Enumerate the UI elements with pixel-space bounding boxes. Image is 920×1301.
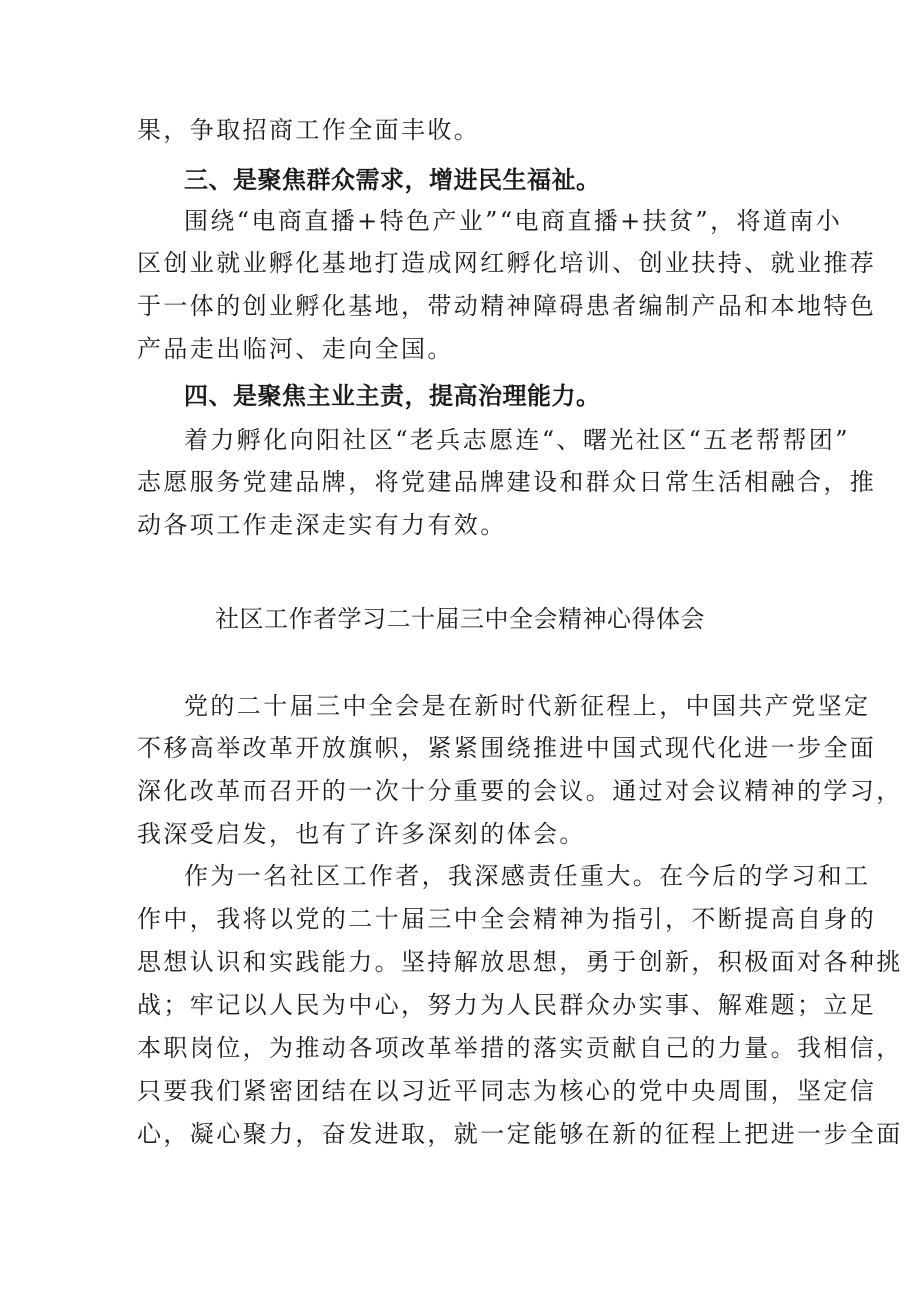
paragraph-line: 产品走出临河、走向全国。 bbox=[137, 335, 454, 363]
paragraph-line: 区创业就业孵化基地打造成网红孵化培训、创业扶持、就业推荐 bbox=[137, 249, 877, 277]
paragraph-line: 动各项工作走深走实有力有效。 bbox=[137, 511, 507, 539]
paragraph-line: 围绕“电商直播+特色产业”“电商直播+扶贫”，将道南小 bbox=[184, 207, 843, 235]
paragraph-line: 战；牢记以人民为中心，努力为人民群众办实事、解难题；立足 bbox=[137, 991, 877, 1019]
paragraph-line: 党的二十届三中全会是在新时代新征程上，中国共产党坚定 bbox=[184, 692, 871, 720]
paragraph-line: 不移高举改革开放旗帜，紧紧围绕推进中国式现代化进一步全面 bbox=[137, 734, 877, 762]
article-title: 社区工作者学习二十届三中全会精神心得体会 bbox=[215, 605, 705, 633]
paragraph-line: 着力孵化向阳社区“老兵志愿连“、曙光社区“五老帮帮团” bbox=[184, 426, 850, 454]
paragraph-line: 深化改革而召开的一次十分重要的会议。通过对会议精神的学习， bbox=[137, 777, 903, 805]
paragraph-line: 我深受启发，也有了许多深刻的体会。 bbox=[137, 820, 586, 848]
section-heading-4: 四、是聚焦主业主责，提高治理能力。 bbox=[184, 382, 601, 410]
paragraph-line: 心，凝心聚力，奋发进取，就一定能够在新的征程上把进一步全面 bbox=[137, 1120, 903, 1148]
paragraph-continuation-line: 果，争取招商工作全面丰收。 bbox=[137, 116, 481, 144]
paragraph-line: 思想认识和实践能力。坚持解放思想，勇于创新，积极面对各种挑 bbox=[137, 948, 903, 976]
paragraph-line: 只要我们紧密团结在以习近平同志为核心的党中央周围，坚定信 bbox=[137, 1077, 877, 1105]
paragraph-line: 作中，我将以党的二十届三中全会精神为指引，不断提高自身的 bbox=[137, 905, 877, 933]
section-heading-3: 三、是聚焦群众需求，增进民生福祉。 bbox=[184, 166, 601, 194]
paragraph-line: 本职岗位，为推动各项改革举措的落实贡献自己的力量。我相信， bbox=[137, 1034, 903, 1062]
paragraph-line: 于一体的创业孵化基地，带动精神障碍患者编制产品和本地特色 bbox=[137, 292, 877, 320]
paragraph-line: 作为一名社区工作者，我深感责任重大。在今后的学习和工 bbox=[184, 862, 871, 890]
paragraph-line: 志愿服务党建品牌，将党建品牌建设和群众日常生活相融合，推 bbox=[137, 468, 877, 496]
